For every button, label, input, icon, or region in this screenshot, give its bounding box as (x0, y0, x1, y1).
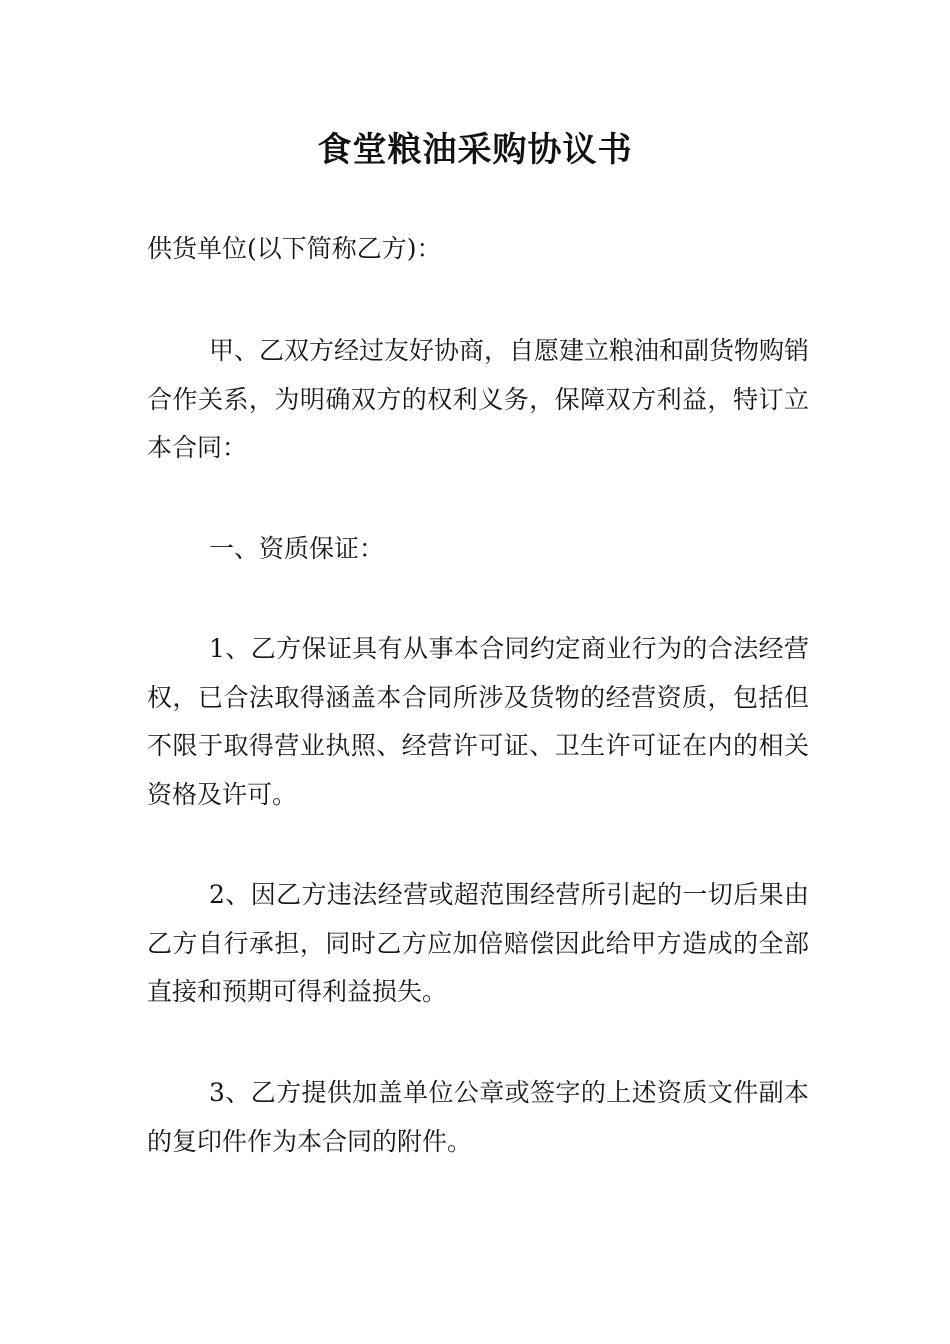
clause-3: 3、乙方提供加盖单位公章或签字的上述资质文件副本的复印件作为本合同的附件。 (147, 1078, 809, 1156)
document-title: 食堂粮油采购协议书 (317, 130, 633, 170)
clause-2: 2、因乙方违法经营或超范围经营所引起的一切后果由乙方自行承担，同时乙方应加倍赔偿因此给甲方造成的全部直接和预期可得利益损失。 (147, 880, 809, 1006)
supplier-line: 供货单位(以下简称乙方)： (147, 234, 442, 263)
clause-1: 1、乙方保证具有从事本合同约定商业行为的合法经营权，已合法取得涵盖本合同所涉及货物的经营资质，包括但不限于取得营业执照、经营许可证、卫生许可证在内的相关资格及许可。 (147, 634, 809, 809)
intro-paragraph: 甲、乙双方经过友好协商，自愿建立粮油和副货物购销合作关系，为明确双方的权利义务，保障双方利益，特订立本合同： (147, 336, 810, 462)
section-1-heading: 一、资质保证： (209, 534, 385, 563)
